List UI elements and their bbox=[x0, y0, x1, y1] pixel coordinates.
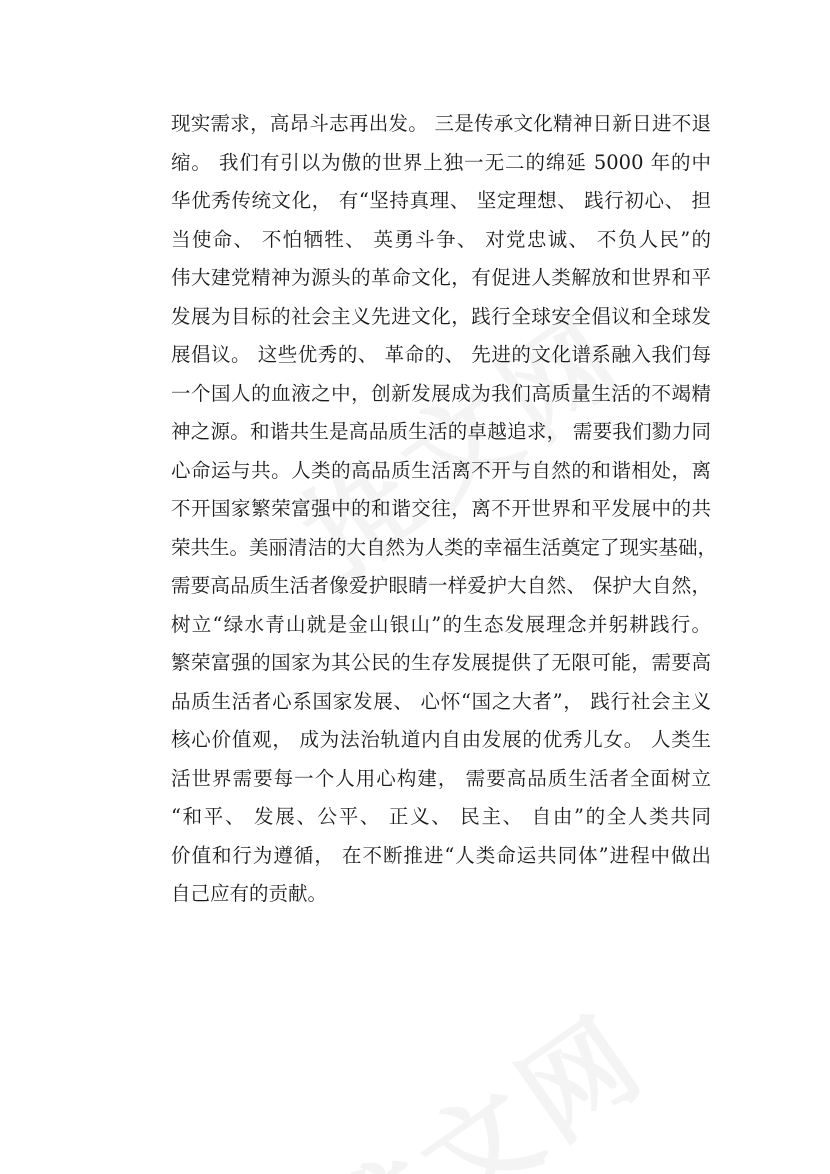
paragraph-line: 荣共生。美丽清洁的大自然为人类的幸福生活奠定了现实基础， bbox=[171, 535, 718, 559]
paragraph-line: 自己应有的贡献。 bbox=[171, 882, 328, 905]
body-paragraph bbox=[171, 105, 718, 914]
paragraph-line: 展倡议。 这些优秀的、 革命的、 先进的文化谱系融入我们每 bbox=[171, 343, 711, 366]
paragraph-line: 树立“绿水青山就是金山银山”的生态发展理念并躬耕践行。 bbox=[171, 612, 711, 636]
paragraph-line: 活世界需要每一个人用心构建， 需要高品质生活者全面树立 bbox=[171, 766, 711, 790]
paragraph-line: “和平、 发展、公平、 正义、 民主、 自由”的全人类共同 bbox=[171, 805, 711, 828]
paragraph-line: 发展为目标的社会主义先进文化，践行全球安全倡议和全球发 bbox=[171, 304, 711, 328]
paragraph-line: 伟大建党精神为源头的革命文化，有促进人类解放和世界和平 bbox=[171, 266, 711, 289]
paragraph-line: 现实需求，高昂斗志再出发。 三是传承文化精神日新日进不退 bbox=[171, 112, 711, 135]
paragraph-line: 心命运与共。人类的高品质生活离不开与自然的和谐相处，离 bbox=[171, 458, 711, 482]
paragraph-line: 繁荣富强的国家为其公民的生存发展提供了无限可能，需要高 bbox=[171, 651, 711, 674]
paragraph-line: 华优秀传统文化， 有“坚持真理、 坚定理想、 践行初心、 担 bbox=[171, 189, 711, 212]
paragraph-line: 品质生活者心系国家发展、 心怀“国之大者”， 践行社会主义 bbox=[171, 689, 711, 713]
paragraph-line: 需要高品质生活者像爱护眼睛一样爱护大自然、 保护大自然， bbox=[171, 574, 711, 597]
paragraph-line: 价值和行为遵循， 在不断推进“人类命运共同体”进程中做出 bbox=[171, 843, 711, 867]
paragraph-line: 一个国人的血液之中，创新发展成为我们高质量生活的不竭精 bbox=[171, 381, 711, 405]
watermark bbox=[287, 971, 673, 1174]
paragraph-line: 核心价值观， 成为法治轨道内自由发展的优秀儿女。 人类生 bbox=[171, 728, 711, 751]
paragraph-line: 缩。 我们有引以为傲的世界上独一无二的绵延 5000 年的中 bbox=[171, 150, 711, 174]
paragraph-line: 不开国家繁荣富强中的和谐交往，离不开世界和平发展中的共 bbox=[171, 497, 711, 520]
paragraph-line: 神之源。和谐共生是高品质生活的卓越追求， 需要我们勠力同 bbox=[171, 420, 711, 443]
paragraph-line: 当使命、 不怕牺牲、 英勇斗争、 对党忠诚、 不负人民”的 bbox=[171, 227, 711, 251]
